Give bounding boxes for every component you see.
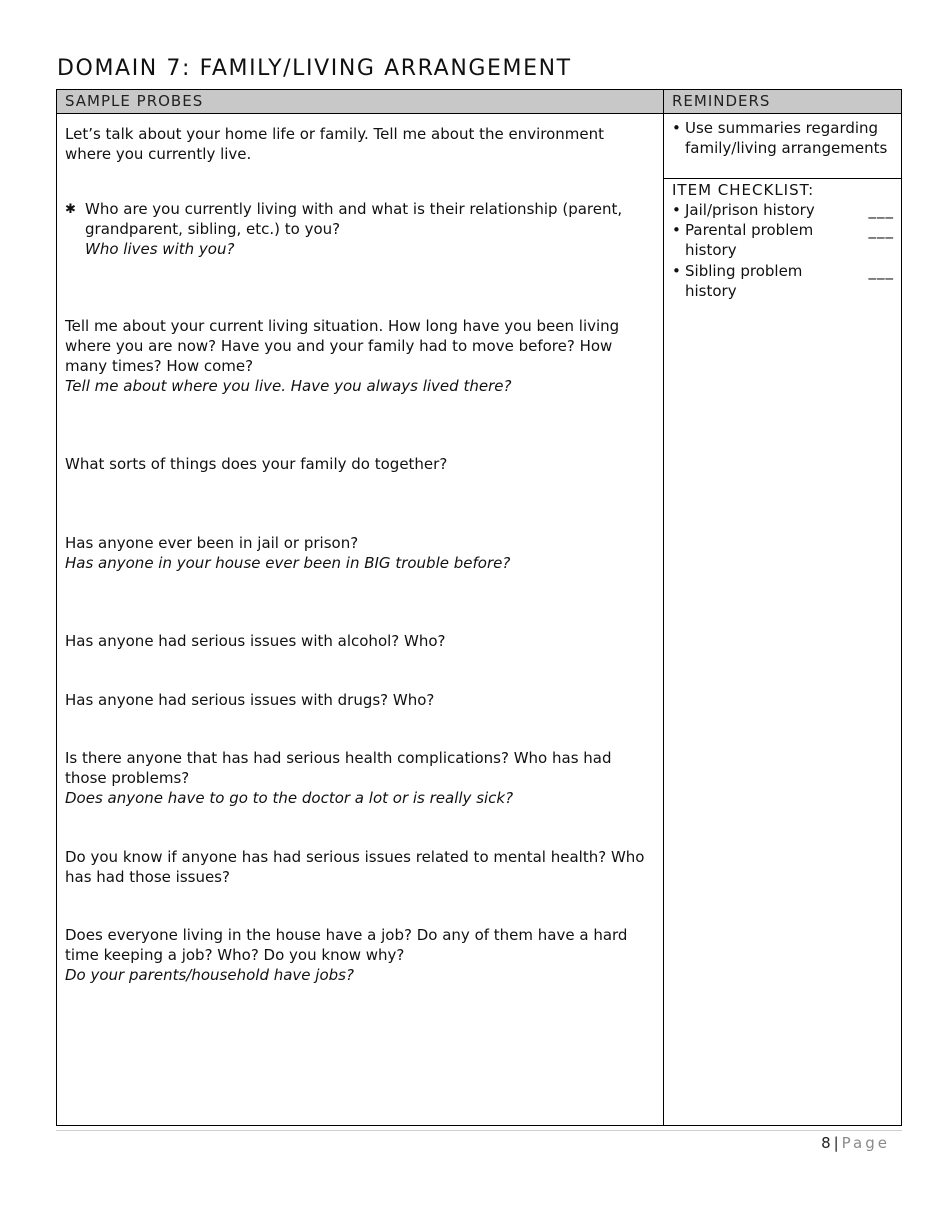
- probe-line: What sorts of things does your family do together?: [65, 455, 448, 473]
- probe-drugs: [65, 690, 655, 710]
- footer-separator: |: [833, 1134, 839, 1152]
- reminders-box: [664, 114, 901, 179]
- probe-line: Has anyone ever been in jail or prison?: [65, 534, 359, 552]
- probe-living-with: [65, 199, 675, 259]
- probe-living-situation: [65, 316, 655, 396]
- checklist-item-label: Jail/prison history: [685, 201, 815, 219]
- probe-employment: [65, 925, 655, 985]
- probe-line: Does everyone living in the house have a job? Do any of them have a hard: [65, 926, 628, 944]
- probe-family-activities: [65, 454, 655, 474]
- probe-line: those problems?: [65, 769, 190, 787]
- checklist-item-label-cont: history: [685, 241, 737, 259]
- checklist-item-label-cont: history: [685, 282, 737, 300]
- reminders-header: REMINDERS: [672, 92, 771, 110]
- page-label: Page: [841, 1134, 890, 1152]
- probes-table: [56, 89, 902, 1126]
- sample-probes-column: [65, 114, 655, 984]
- probe-jail: [65, 533, 655, 573]
- checklist-title: ITEM CHECKLIST:: [672, 181, 815, 199]
- probe-line: where you are now? Have you and your family had to move before? How: [65, 337, 613, 355]
- probe-line: Tell me about your current living situation. How long have you been living: [65, 317, 620, 335]
- checklist-item-label: Parental problem: [685, 221, 814, 239]
- reminder-item: [672, 118, 909, 158]
- probe-child-alternative: Has anyone in your house ever been in BIG trouble before?: [65, 554, 511, 572]
- probe-child-alternative: Tell me about where you live. Have you always lived there?: [65, 377, 512, 395]
- probe-intro: [65, 124, 655, 164]
- checklist-blank: ___: [868, 221, 894, 239]
- probe-mental-health: [65, 847, 655, 887]
- checklist-item-parental: [672, 220, 896, 260]
- checklist-blank: ___: [868, 262, 894, 280]
- probe-line: Who are you currently living with and what is their relationship (parent,: [85, 200, 623, 218]
- bullet-icon: •: [672, 262, 681, 280]
- page-number: 8: [821, 1134, 831, 1152]
- probe-line: Has anyone had serious issues with alcohol? Who?: [65, 632, 446, 650]
- probe-child-alternative: Does anyone have to go to the doctor a lot or is really sick?: [65, 789, 514, 807]
- checklist-item-sibling: [672, 261, 896, 301]
- checklist-item-label: Sibling problem: [685, 262, 803, 280]
- bullet-icon: •: [672, 221, 681, 239]
- reminder-line: family/living arrangements: [685, 139, 888, 157]
- probe-intro-line-1: Let’s talk about your home life or family. Tell me about the environment: [65, 125, 605, 143]
- probe-line: Do you know if anyone has had serious issues related to mental health? Who: [65, 848, 645, 866]
- probe-intro-line-2: where you currently live.: [65, 145, 252, 163]
- probe-line: grandparent, sibling, etc.) to you?: [85, 220, 341, 238]
- reminder-line: Use summaries regarding: [685, 119, 879, 137]
- bullet-icon: •: [672, 201, 681, 219]
- probe-line: Is there anyone that has had serious health complications? Who has had: [65, 749, 612, 767]
- bullet-icon: •: [672, 119, 681, 137]
- asterisk-bullet-icon: ✱: [65, 202, 76, 217]
- sample-probes-header: SAMPLE PROBES: [65, 92, 204, 110]
- probe-alcohol: [65, 631, 655, 651]
- checklist-item-jail: [672, 200, 896, 220]
- table-header-row: [57, 90, 901, 114]
- probe-line: Has anyone had serious issues with drugs? Who?: [65, 691, 435, 709]
- page-footer: [821, 1134, 890, 1152]
- probe-line: many times? How come?: [65, 357, 254, 375]
- probe-line: has had those issues?: [65, 868, 230, 886]
- probe-line: time keeping a job? Who? Do you know why?: [65, 946, 405, 964]
- footer-rule: [56, 1130, 902, 1131]
- probe-health: [65, 748, 655, 808]
- checklist-blank: ___: [868, 201, 894, 219]
- probe-child-alternative: Who lives with you?: [85, 240, 235, 258]
- page-title: DOMAIN 7: FAMILY/LIVING ARRANGEMENT: [57, 56, 572, 81]
- probe-child-alternative: Do your parents/household have jobs?: [65, 966, 354, 984]
